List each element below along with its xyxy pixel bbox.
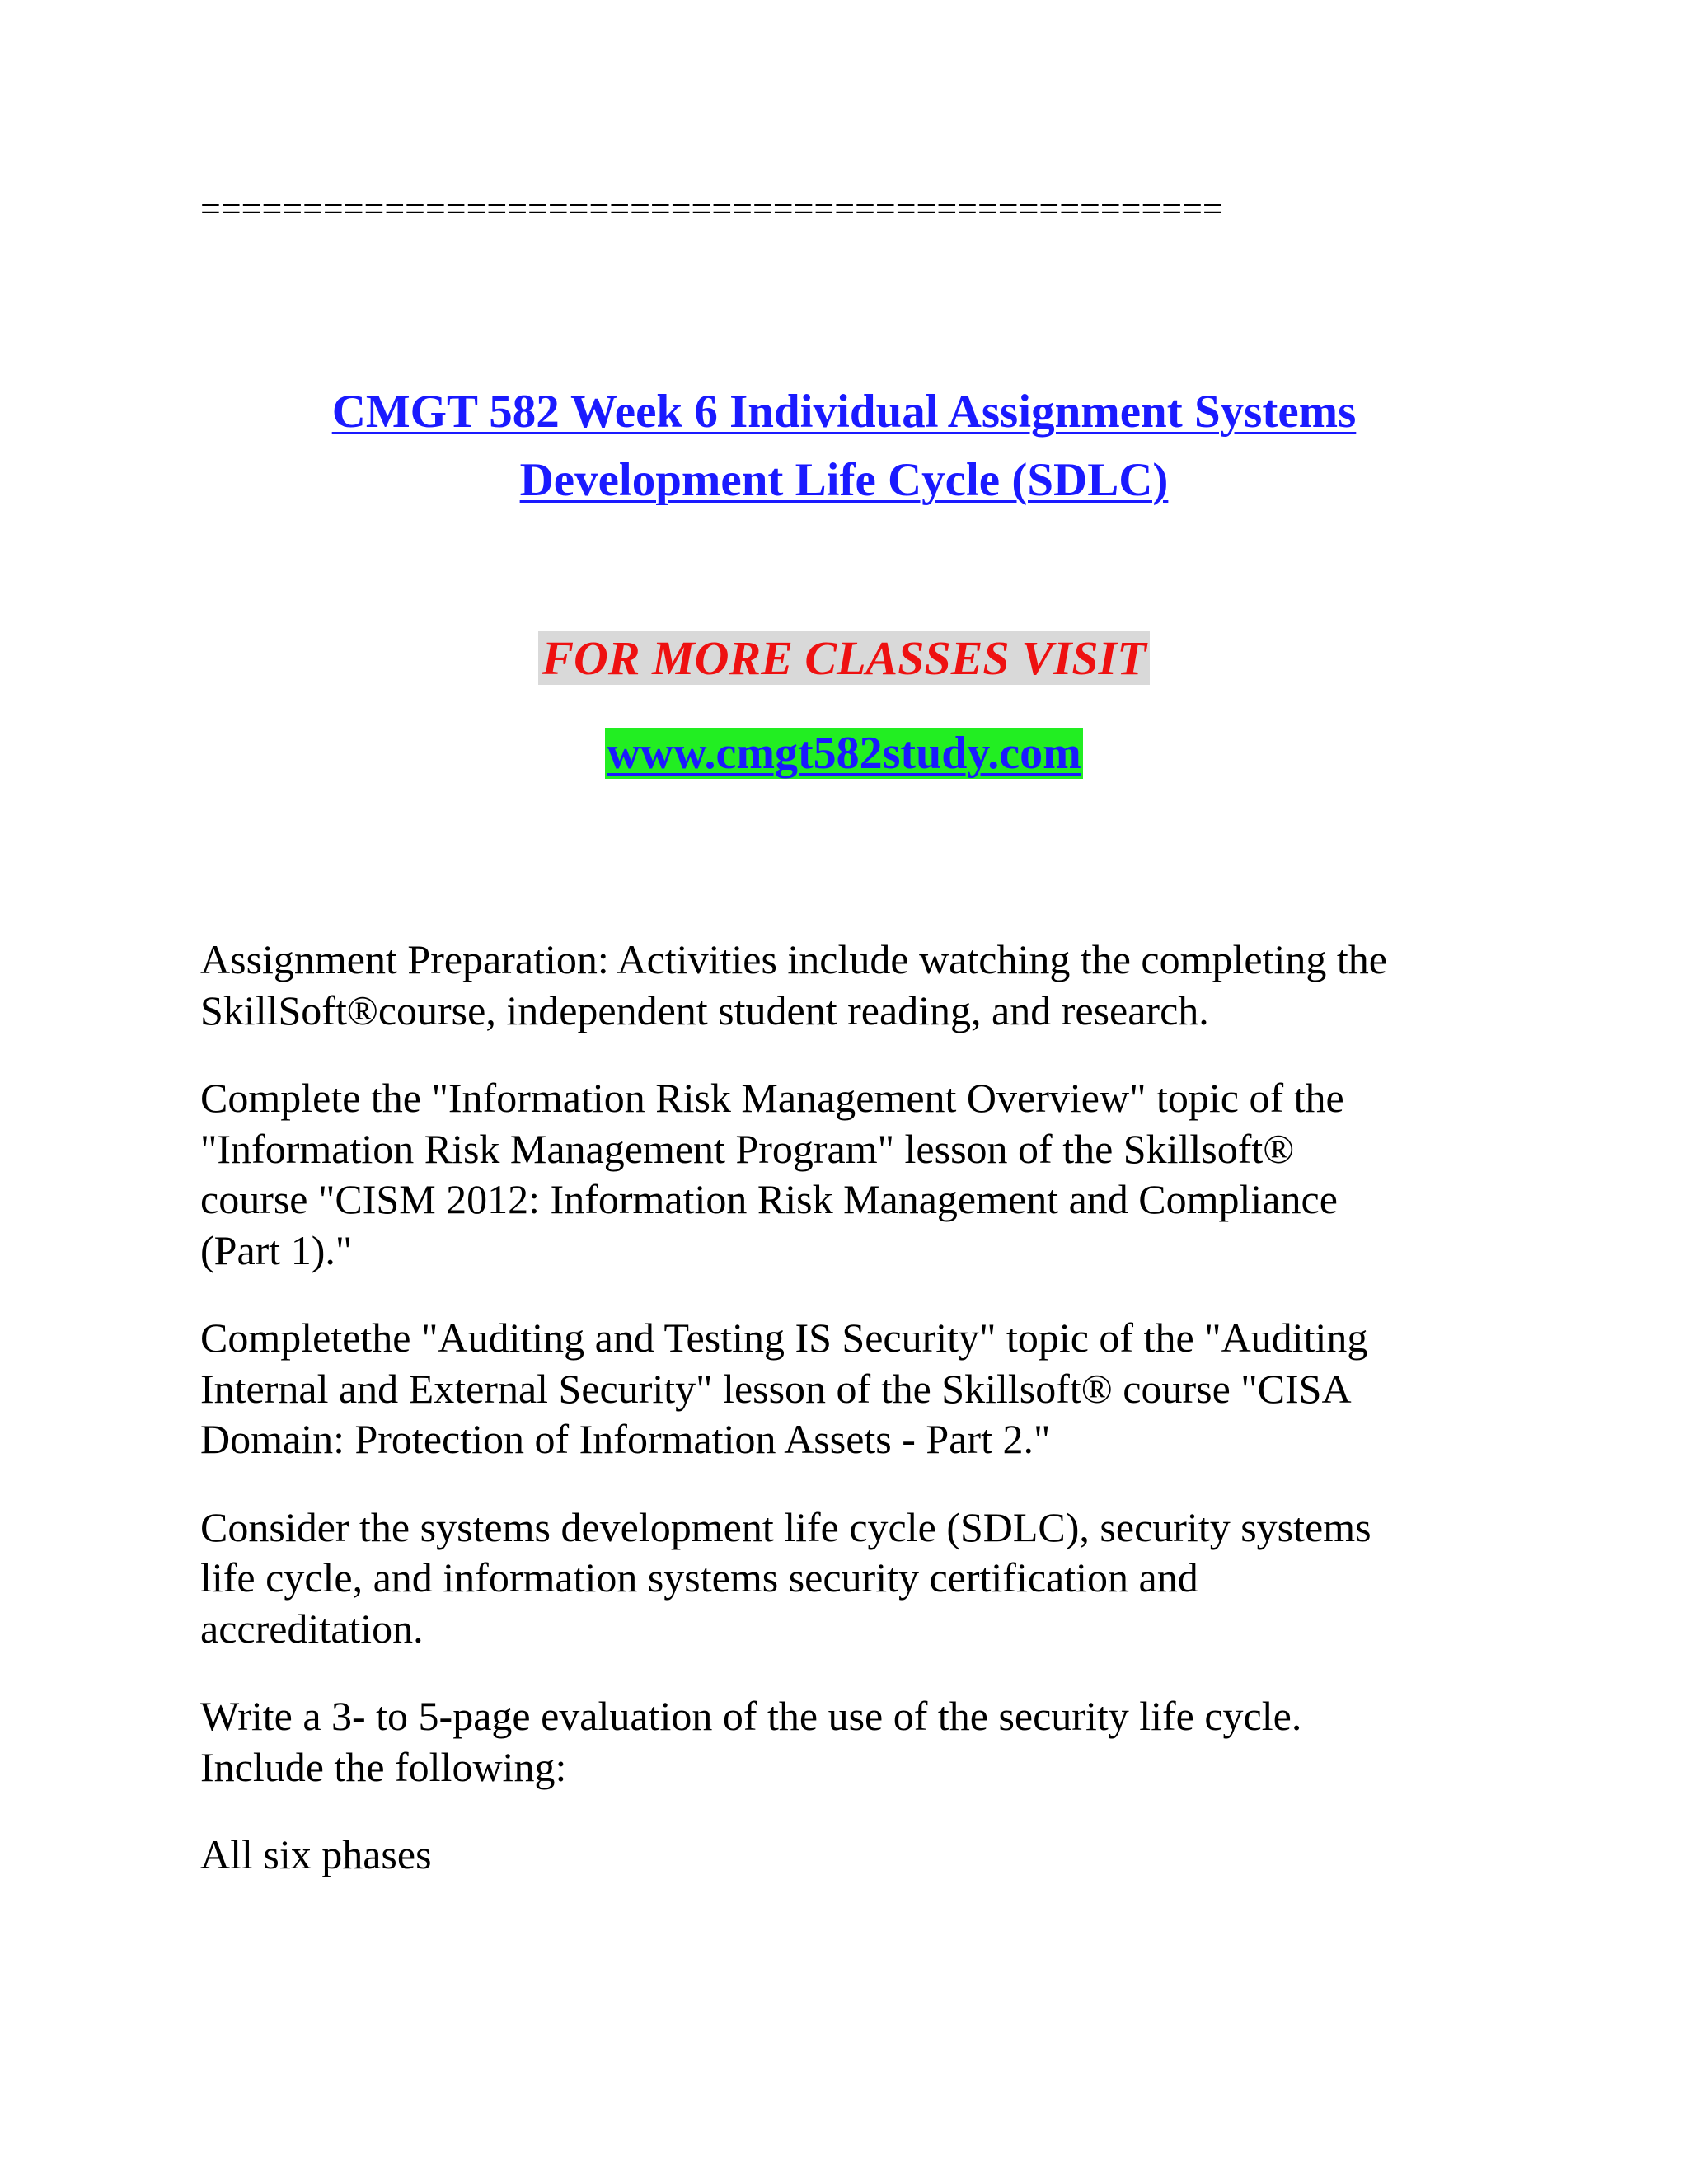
paragraph-risk-management: Complete the "Information Risk Management Overview" topic of the "Information Risk Management Program" lesson of the Skillsoft® course "CISM 2012: Information Risk Management and Compliance (Part 1)." <box>200 1075 1344 1273</box>
website-block <box>0 722 1688 785</box>
website-link[interactable]: www.cmgt582study.com <box>607 728 1081 779</box>
title-link[interactable] <box>332 386 1357 506</box>
promo-banner <box>0 626 1688 691</box>
document-title <box>247 377 1441 514</box>
paragraph-phases: All six phases <box>200 1831 432 1877</box>
assignment-body <box>200 935 1486 1918</box>
paragraph-evaluation: Write a 3- to 5-page evaluation of the use of the security life cycle. Include the following: <box>200 1693 1302 1790</box>
paragraph-preparation: Assignment Preparation: Activities include watching the completing the SkillSoft®course, independent student reading, and research. <box>200 936 1387 1033</box>
title-line-1: CMGT 582 Week 6 Individual Assignment Systems <box>331 386 1357 438</box>
title-line-2: Development Life Cycle (SDLC) <box>519 454 1169 506</box>
paragraph-sdlc: Consider the systems development life cycle (SDLC), security systems life cycle, and information systems security certification and accreditation. <box>200 1503 1372 1652</box>
separator-line: ================================================== <box>200 189 1223 229</box>
paragraph-auditing: Completethe "Auditing and Testing IS Security" topic of the "Auditing Internal and External Security" lesson of the Skillsoft® course "CISA Domain: Protection of Information Assets - Part 2." <box>200 1315 1368 1462</box>
promo-text: FOR MORE CLASSES VISIT <box>538 631 1149 685</box>
